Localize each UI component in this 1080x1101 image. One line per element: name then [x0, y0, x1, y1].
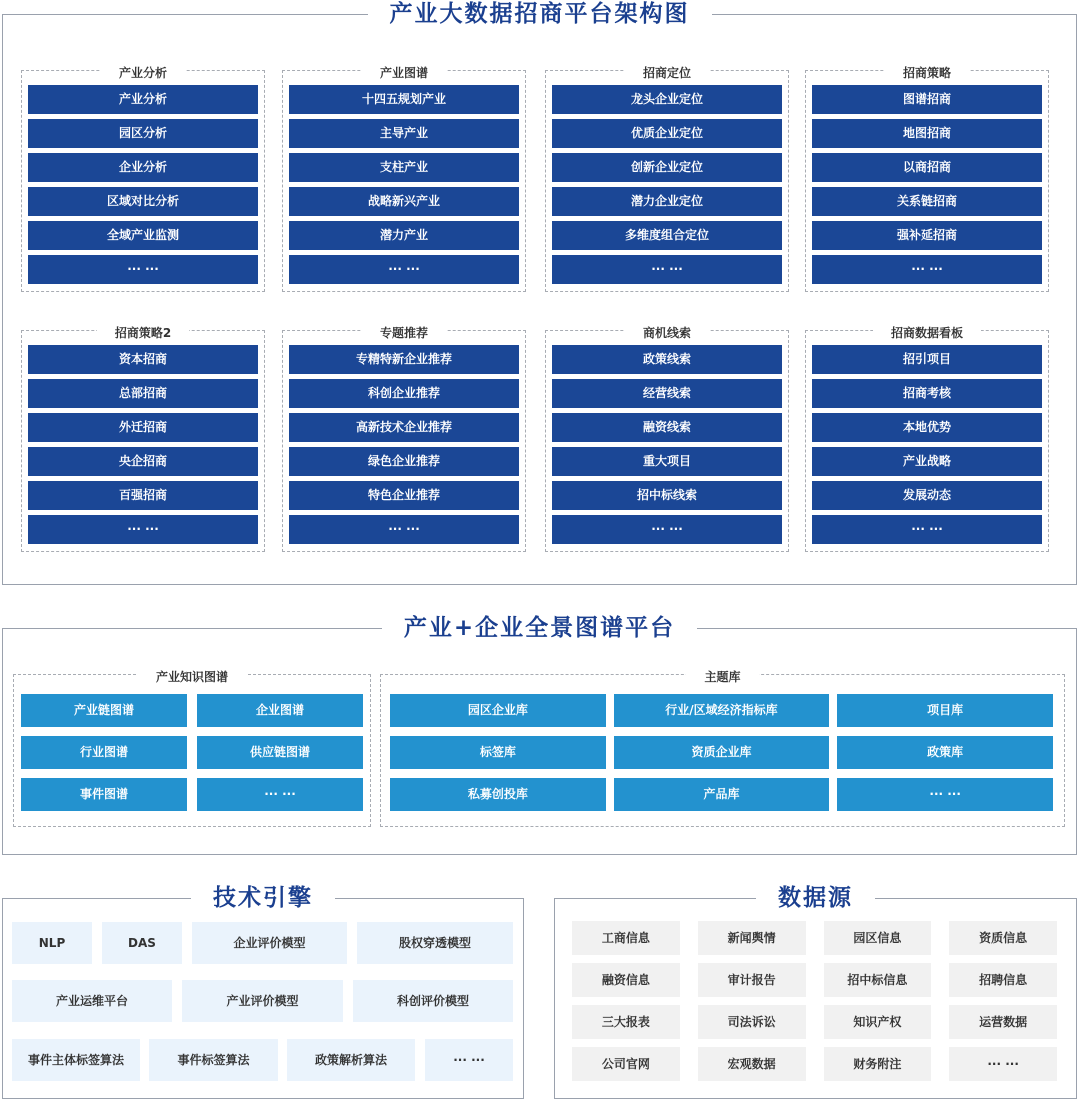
module-cell[interactable]: 龙头企业定位 [552, 85, 782, 114]
group-title: 招商策略2 [97, 326, 189, 340]
source-cell[interactable]: 园区信息 [824, 921, 932, 955]
module-cell[interactable]: 战略新兴产业 [289, 187, 519, 216]
module-cell[interactable]: 外迁招商 [28, 413, 258, 442]
module-cell[interactable]: 招中标线索 [552, 481, 782, 510]
module-cell[interactable]: 关系链招商 [812, 187, 1042, 216]
module-cell[interactable]: 潜力企业定位 [552, 187, 782, 216]
group-topic-recommendation [282, 326, 526, 552]
module-cell[interactable]: ··· ··· [289, 515, 519, 544]
module-cell[interactable]: 资本招商 [28, 345, 258, 374]
graph-cell[interactable]: 供应链图谱 [197, 736, 363, 769]
engine-cell[interactable]: NLP [12, 922, 92, 964]
engine-cell[interactable]: 企业评价模型 [192, 922, 347, 964]
source-cell[interactable]: 公司官网 [572, 1047, 680, 1081]
module-cell[interactable]: 经营线索 [552, 379, 782, 408]
module-cell[interactable]: 百强招商 [28, 481, 258, 510]
group-title: 招商定位 [625, 66, 709, 80]
module-cell[interactable]: 绿色企业推荐 [289, 447, 519, 476]
module-cell[interactable]: 区域对比分析 [28, 187, 258, 216]
library-cell[interactable]: 园区企业库 [390, 694, 606, 727]
module-cell[interactable]: 高新技术企业推荐 [289, 413, 519, 442]
group-title: 产业知识图谱 [138, 670, 246, 684]
source-cell[interactable]: 工商信息 [572, 921, 680, 955]
module-cell[interactable]: 潜力产业 [289, 221, 519, 250]
module-cell[interactable]: ··· ··· [812, 255, 1042, 284]
source-cell[interactable]: 资质信息 [949, 921, 1057, 955]
group-title: 商机线索 [625, 326, 709, 340]
source-cell[interactable]: 宏观数据 [698, 1047, 806, 1081]
module-cell[interactable]: 本地优势 [812, 413, 1042, 442]
library-cell[interactable]: 资质企业库 [614, 736, 830, 769]
module-cell[interactable]: 重大项目 [552, 447, 782, 476]
module-cell[interactable]: 特色企业推荐 [289, 481, 519, 510]
module-cell[interactable]: 政策线索 [552, 345, 782, 374]
tech-engine-title: 技术引擎 [191, 885, 335, 911]
engine-cell[interactable]: 政策解析算法 [287, 1039, 415, 1081]
source-cell[interactable]: 财务附注 [824, 1047, 932, 1081]
source-cell[interactable]: 三大报表 [572, 1005, 680, 1039]
source-cell[interactable]: 融资信息 [572, 963, 680, 997]
group-title: 招商数据看板 [873, 326, 981, 340]
module-cell[interactable]: 优质企业定位 [552, 119, 782, 148]
module-cell[interactable]: ··· ··· [812, 515, 1042, 544]
engine-cell[interactable]: 股权穿透模型 [357, 922, 513, 964]
graph-cell[interactable]: 事件图谱 [21, 778, 187, 811]
module-cell[interactable]: 企业分析 [28, 153, 258, 182]
investment-platform-title: 产业大数据招商平台架构图 [368, 1, 712, 27]
data-source-section [554, 885, 1077, 1099]
library-cell[interactable]: 产品库 [614, 778, 830, 811]
group-title: 招商策略 [885, 66, 969, 80]
group-business-leads [545, 326, 789, 552]
library-cell[interactable]: 行业/区域经济指标库 [614, 694, 830, 727]
module-cell[interactable]: 全域产业监测 [28, 221, 258, 250]
module-cell[interactable]: 产业战略 [812, 447, 1042, 476]
module-cell[interactable]: 招商考核 [812, 379, 1042, 408]
graph-cell[interactable]: 企业图谱 [197, 694, 363, 727]
group-knowledge-graph [13, 670, 371, 827]
graph-cell[interactable]: 产业链图谱 [21, 694, 187, 727]
group-data-dashboard [805, 326, 1049, 552]
module-cell[interactable]: 融资线索 [552, 413, 782, 442]
panorama-graph-section [2, 615, 1077, 855]
group-title: 产业图谱 [362, 66, 446, 80]
module-cell[interactable]: ··· ··· [28, 515, 258, 544]
graph-cell[interactable]: 行业图谱 [21, 736, 187, 769]
engine-cell[interactable]: DAS [102, 922, 182, 964]
module-cell[interactable]: 支柱产业 [289, 153, 519, 182]
module-cell[interactable]: 总部招商 [28, 379, 258, 408]
group-title: 专题推荐 [362, 326, 446, 340]
module-cell[interactable]: 主导产业 [289, 119, 519, 148]
source-cell[interactable]: 审计报告 [698, 963, 806, 997]
module-cell[interactable]: 多维度组合定位 [552, 221, 782, 250]
graph-cell[interactable]: ··· ··· [197, 778, 363, 811]
module-cell[interactable]: 专精特新企业推荐 [289, 345, 519, 374]
module-cell[interactable]: ··· ··· [28, 255, 258, 284]
engine-cell[interactable]: 产业评价模型 [182, 980, 343, 1022]
source-cell[interactable]: 运营数据 [949, 1005, 1057, 1039]
panorama-graph-title: 产业+企业全景图谱平台 [382, 615, 697, 641]
group-theme-library [380, 670, 1065, 827]
module-cell[interactable]: 创新企业定位 [552, 153, 782, 182]
source-cell[interactable]: ··· ··· [949, 1047, 1057, 1081]
group-title: 主题库 [686, 670, 758, 684]
engine-cell[interactable]: 事件标签算法 [149, 1039, 278, 1081]
investment-platform-section [2, 1, 1077, 585]
module-cell[interactable]: 产业分析 [28, 85, 258, 114]
group-industry-analysis [21, 66, 265, 292]
source-cell[interactable]: 新闻舆情 [698, 921, 806, 955]
engine-cell[interactable]: 事件主体标签算法 [12, 1039, 140, 1081]
module-cell[interactable]: 发展动态 [812, 481, 1042, 510]
engine-cell[interactable]: ··· ··· [425, 1039, 513, 1081]
source-cell[interactable]: 知识产权 [824, 1005, 932, 1039]
group-title: 产业分析 [101, 66, 185, 80]
library-cell[interactable]: 标签库 [390, 736, 606, 769]
module-cell[interactable]: 图谱招商 [812, 85, 1042, 114]
library-cell[interactable]: 项目库 [837, 694, 1053, 727]
source-cell[interactable]: 司法诉讼 [698, 1005, 806, 1039]
library-cell[interactable]: ··· ··· [837, 778, 1053, 811]
data-source-title: 数据源 [756, 885, 875, 911]
group-investment-positioning [545, 66, 789, 292]
engine-cell[interactable]: 产业运维平台 [12, 980, 172, 1022]
module-cell[interactable]: 强补延招商 [812, 221, 1042, 250]
module-cell[interactable]: 央企招商 [28, 447, 258, 476]
group-investment-strategy [805, 66, 1049, 292]
library-cell[interactable]: 私募创投库 [390, 778, 606, 811]
module-cell[interactable]: 园区分析 [28, 119, 258, 148]
module-cell[interactable]: 科创企业推荐 [289, 379, 519, 408]
group-industry-graph [282, 66, 526, 292]
module-cell[interactable]: 地图招商 [812, 119, 1042, 148]
library-cell[interactable]: 政策库 [837, 736, 1053, 769]
source-cell[interactable]: 招中标信息 [824, 963, 932, 997]
module-cell[interactable]: ··· ··· [552, 515, 782, 544]
group-investment-strategy-2 [21, 326, 265, 552]
module-cell[interactable]: 招引项目 [812, 345, 1042, 374]
module-cell[interactable]: 以商招商 [812, 153, 1042, 182]
module-cell[interactable]: 十四五规划产业 [289, 85, 519, 114]
engine-cell[interactable]: 科创评价模型 [353, 980, 513, 1022]
module-cell[interactable]: ··· ··· [289, 255, 519, 284]
source-cell[interactable]: 招聘信息 [949, 963, 1057, 997]
tech-engine-section [2, 885, 524, 1099]
module-cell[interactable]: ··· ··· [552, 255, 782, 284]
